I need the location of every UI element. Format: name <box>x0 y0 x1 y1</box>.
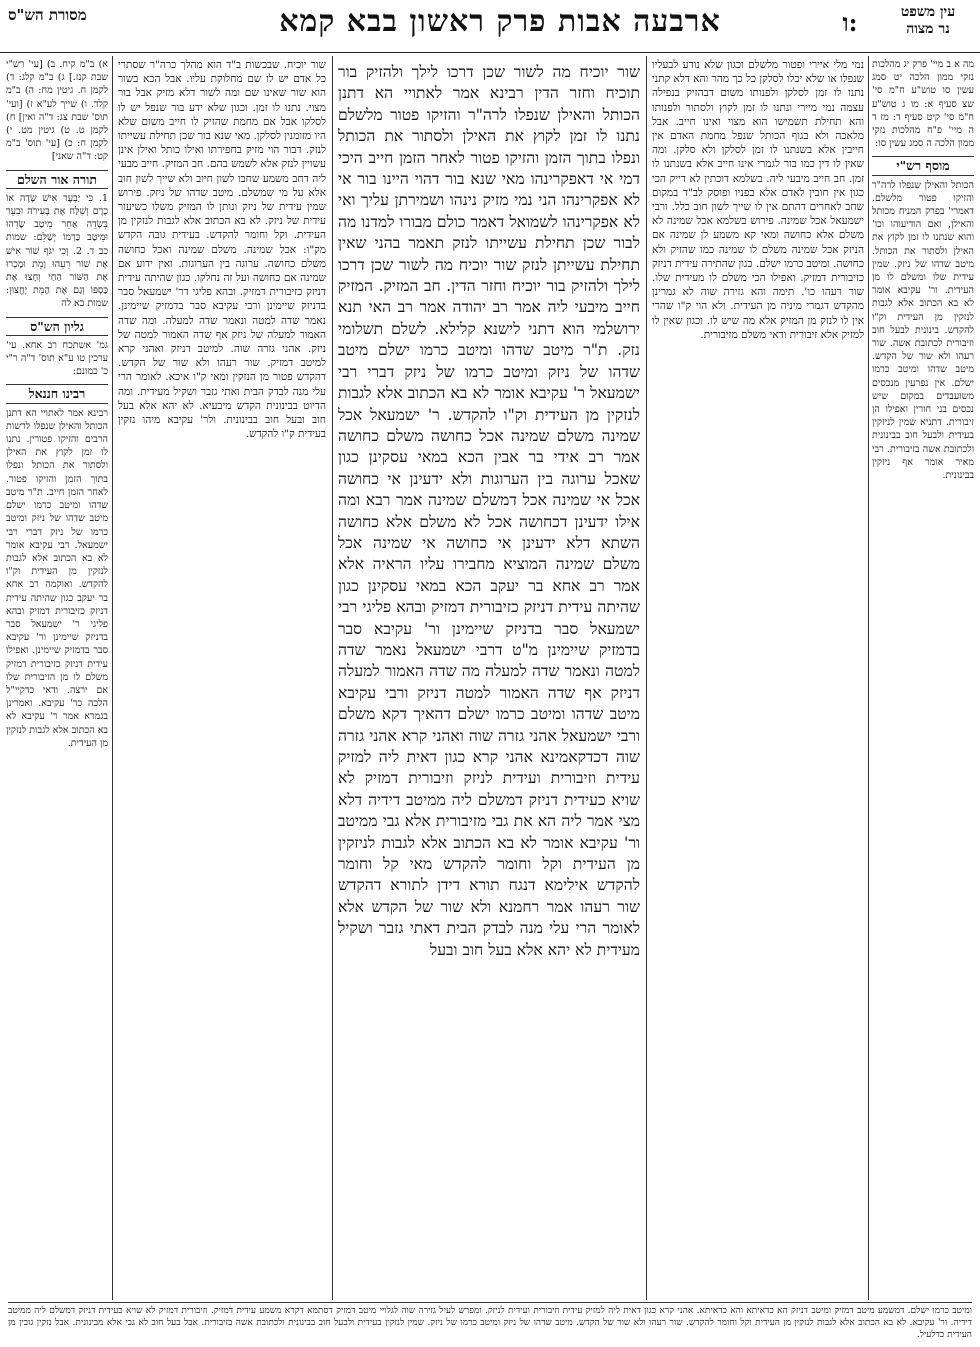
page-title: ארבעה אבות פרק ראשון בבא קמא <box>279 4 721 39</box>
torah-or-text: 1. כִּי יַבְעֶר אִישׁ שָׂדֶה אוֹ כֶרֶם וְשִׁלַּח אֶת בְּעִירֹה וּבִעֵר בִּשְׂדֵה אַחֵר מֵיטַב שָׂדֵהוּ וּמֵיטַב כַּרְמוֹ יְשַׁלֵּם: שמות כב ד. 2. וְכִי יִגֹּף שׁוֹר אִישׁ אֶת שׁוֹר רֵעֵהוּ וָמֵת וּמָכְרוּ אֶת הַשּׁוֹר הַחַי וְחָצוּ אֶת כַּסְפּוֹ וְגַם אֶת הַמֵּת יֶחֱצוּן: שמות כא לה <box>6 192 108 310</box>
footer-commentary <box>8 1302 972 1343</box>
left-margin-column <box>6 58 108 1298</box>
right-margin-column <box>872 58 974 1298</box>
gilyon-hashas-heading: גליון הש"ס <box>6 317 108 336</box>
tosafot-divider <box>112 56 113 1300</box>
page-header <box>0 0 980 53</box>
gilyon-hashas-text: גמ' אשתכח רב אחא. עי' ערכין טו ע"א תוס' ד"ה ר"י כ' כמונם: <box>6 339 108 378</box>
musaf-rashi-text: הכותל והאילן שנפלו לרה"ר והזיקו פטור מלשלם. דאמרי' בפרק המניח מכותל והאילן, ואם הודיעוהו וכו' והוא שנתנו לו זמן לקוץ את האילן ולסתור את הכותל. מיטב שדהו של ניזק. שמין עידית שלו ומשלם לו מן העידית. ור' עקיבא אומר לא בא הכתוב אלא לגבות לנזקין מן העידית וק"ו להקדש. בינונית לבעל חוב וזיבורית לכתובת אשה. שור רעהו ולא שור של הקדש. מיטב שדהו ומיטב כרמו ישלם. אין נפרעין מנכסים משועבדים במקום שיש נכסים בני חורין ואפילו הן זיבורית. דתניא שמין לניזקין בעידית ולבעל חוב בבינונית ולכתובת אשה בזיבורית. רבי מאיר אומר אף ניזקין בבינונית. <box>872 179 974 482</box>
rabbeinu-chananel-text: רבינא אמר לאתויי הא דתנן הכותל והאילן שנפלו לרשות הרבים והזיקו פטורין. נתנו לו זמן לקוץ את האילן ולסתור את הכותל ונפלו בתוך הזמן והזיקו פטור. לאחר הזמן חייב. ת"ר מיטב שדהו ומיטב כרמו ישלם מיטב שדהו של ניזק ומיטב כרמו של ניזק דברי רבי ישמעאל. רבי עקיבא אומר לא בא הכתוב אלא לגבות לנזקין מן העידית וק"ו להקדש. ואוקמה רב אחא בר יעקב כגון שהיתה עידית דניזק כזיבורית דמזיק ובהא פליגי ר' ישמעאל סבר בדניזק שיימינן ור' עקיבא סבר בדמזיק שיימינן. ואפילו עידית דניזק כזיבורית דמזיק משלם לו מן הזיבורית שלו אם ירצה. ודאי כדקיי"ל הלכה כר' עקיבא. ואמרינן בגמרא אמר ר' עקיבא לא בא הכתוב אלא לגבות לנזקין מן העידית. <box>6 407 108 749</box>
footer-text: ומיטב כרמו ישלם. דמשמע מיטב דמזיק ומיטב דניזק הא כדאיתא והא כדאיתא. אהני קרא כגון דאית ליה למזיק עידית וזיבורית ועידית לניזק. ומפרש לעיל גזירה שוה לגלויי מיטב דמזיק דסתמא דקרא משמע עידית דמזיק. וזיבורית דמזיק לא שויא כעידית דניזק דמשלם ליה ממיטב דידיה. ור' עקיבא. לא בא הכתוב אלא לגבות לנזקין מן העידית וקל וחומר להקדש. שור רעהו ולא שור של הקדש. מיטב שדהו של ניזק ומיטב כרמו של ניזק. שמין לנזקין בעידית ולבעל חוב בבינונית ולכתובת אשה בזיבורית. אבל בעל חוב לא גבי אלא מבינונית. אבל נזקין גובין מן העידית כדלעיל. <box>8 1306 972 1340</box>
torah-or-heading: תורה אור השלם <box>6 170 108 189</box>
gemara-text: שור יוכיח מה לשור שכן דרכו לילך ולהזיק בור תוכיח וחזר הדין רבינא אמר לאתויי הא דתנן הכותל והאילן שנפלו לרה"ר והזיקו פטור מלשלם נתנו לו זמן לקוץ את האילן ולסתור את הכותל ונפלו בתוך הזמן והזיקו פטור לאחר הזמן חייב היכי דמי אי דאפקרינהו מאי שנא בור דהוי היינו בור אי לא אפקרינהו הני נמי מזיק נינהו ושמירתן עליך ואי לא אפקרינהו לשמואל דאמר כולם מבורו למדנו מה לבור שכן תחילת עשייתו לנזק תאמר בהני שאין תחילת עשייתן לנזק שור יוכיח מה לשור שכן דרכו לילך ולהזיק בור יוכיח וחזר הדין. חב המזיק. המזיק חייב מיבעי ליה אמר רב יהודה אמר רב האי תנא ירושלמי הוא דתני לישנא קלילא. לשלם תשלומי נזק. ת"ר מיטב שדהו ומיטב כרמו ישלם מיטב שדהו של ניזק ומיטב כרמו של ניזק דברי רבי ישמעאל ר' עקיבא אומר לא בא הכתוב אלא לגבות לנזקין מן העידית וק"ו להקדש. ר' ישמעאל אכל שמינה משלם שמינה אכל כחושה משלם כחושה אמר רב אידי בר אבין הכא במאי עסקינן כגון שאכל ערוגה בין הערוגות ולא ידעינן אי כחושה אכל אי שמינה אכל דמשלם שמינה אמר רבא ומה אילו ידעינן דכחושה אכל לא משלם אלא כחושה השתא דלא ידעינן אי כחושה אי שמינה אכל משלם שמינה המוציא מחבירו עליו הראיה אלא אמר רב אחא בר יעקב הכא במאי עסקינן כגון שהיתה עידית דניזק כזיבורית דמזיק ובהא פליגי רבי ישמעאל סבר בדניזק שיימינן ור' עקיבא סבר בדמזיק שיימינן מ"ט דרבי ישמעאל נאמר שדה למטה ונאמר שדה למעלה מה שדה האמור למעלה דניזק אף שדה האמור למטה דניזק ורבי עקיבא מיטב שדהו ומיטב כרמו ישלם דהאיך דקא משלם ורבי ישמעאל אהני גזרה שוה ואהני קרא אהני גזרה שוה דכדקאמינא אהני קרא כגון דאית ליה למזיק עידית וזיבורית ועידית לניזק וזיבורית דמזיק לא שויא כעידית דניזק דמשלם ליה ממיטב דידיה דלא מצי אמר ליה הא את גבי מזיבורית אלא גבי ממיטב ור' עקיבא אומר לא בא הכתוב אלא לגבות לניזקין מן העידית וקל וחומר להקדש מאי קל וחומר להקדש אילימא דנגח תורא דידן לתורא דהקדש שור רעהו אמר רחמנא ולא שור של הקדש אלא לאומר הרי עלי מנה לבדק הבית דאתי גזבר ושקיל מעידית לא יהא אלא בעל חוב ובעל <box>338 63 640 959</box>
gemara-column <box>338 62 640 1298</box>
musaf-rashi-heading: מוסף רש"י <box>872 156 974 175</box>
page-number: ו: <box>842 8 858 37</box>
tosafot-text: שור יוכיח. שבכשות ב"ד הוא מהלך כרה"ר שסתרי כל אדם יש לו שם מחלוקת עליו. אבל הכא בשור הוא שור שאינו שם ומה לשור דלא מזיק אבל בור מצוי. נתנו לו זמן. וכגון שלא ידע בור שנפל יש לו לסלקו אבל אם מחמת שהזיק לו חייב משום שלא היו מזומנין לסלקן. מאי שנא בור שכן תחילת עשייתו לנזק. דבור הוי מזיק בחפירתו ואילו כותל ואילן אינן עשויין לנזק אלא לשמש בהם. חב המזיק. חייב מבעי ליה דחב משמע שחבו לשון חיוב ולא שייך לשון חוב אלא על מי שמשלם. מיטב שדהו של ניזק. פירוש שמין עידית של ניזק ונותן לו המזיק משלו כשיעור עידית של ניזק. לא בא הכתוב אלא לגבות לנזקין מן העידית. וקל וחומר להקדש. בעידית גובה הקדש מק"ו: אכל שמינה. משלם שמינה ואכל כחושה משלם כחושה. ערוגה בין הערוגות. ואין ידוע אם שמינה אם כחושה ועל זה נחלקו. כגון שהיתה עידית דניזק כזיבורית דמזיק. ובהא פליגי דר' ישמעאל סבר בדניזק שיימינן ורבי עקיבא סבר בדמזיק שיימינן. נאמר שדה למטה ונאמר שדה למעלה. ומה שדה האמור למעלה של ניזק אף שדה האמור למטה של ניזק. אהני גזרה שוה. למיטב דניזק ואהני קרא למיטב דמזיק. שור רעהו ולא שור של הקדש. דהקדש פטור מן הנזקין ומאי ק"ו איכא. לאומר הרי עלי מנה לבדק הבית ואתי גזבר ושקיל מעידית. ומה הדיוט בבינונית הקדש מיבעיא. לא יהא אלא בעל חוב ובעל חוב בבינונית. ולר' עקיבא מיהו נזקין בעידית ק"ו להקדש. <box>118 59 326 441</box>
gemara-divider <box>332 56 333 1300</box>
masoret-hashas-text: א) ב"מ קיח. ב) [עי' רש"י שבת קנז.] ג) ב"מ קלג: ד) לקמן ח. גיטין מח: ה) ב"מ קלד. ו) שייך לע"א ז) [ועי' תוס' שבת צג: ד"ה ואין] ח) לקמן ט. ט) גיטין מט. י) לקמן ח: כ) [עי' תוס' ב"מ קט: ד"ה שאני] <box>6 59 108 163</box>
tosafot-column <box>118 58 326 1298</box>
rashi-divider <box>646 56 647 1300</box>
right-margin-divider <box>868 56 869 1300</box>
rashi-column <box>652 58 864 1298</box>
rabbeinu-chananel-heading: רבינו חננאל <box>6 384 108 403</box>
ein-mishpat-text: מה א ב מיי' פרק יג מהלכות נזקי ממון הלכה יט סמג עשין סו טוש"ע ח"מ סי' שצ סעיף א: מו ג טוש"ע ח"מ סי' קיט סעיף ד: מז ד ה מיי' פ"ח מהלכות נזקי ממון הלכה ה סמג עשין סו: <box>872 59 974 150</box>
masoret-hashas-label: מסורת הש"ס <box>8 6 87 24</box>
ein-mishpat-label: עין משפט נר מצוה <box>900 4 956 37</box>
rashi-text: נמי מלי איירי ופטור מלשלם וכגון שלא נודע לבעליו שנפלו או שלא יכלו לסלקן כל כך מהר והא דלא קתני נתנו לו זמן לסלקן ולפנותו משום דבהזיק בנפילה עצמה נמי מיירי ונתנו לו זמן לקוץ ולסתור ולפנותו והא תחילת תשמישו הוא מצוי ואינו חייב. אבל מלאכה ולא בגוף הכותל שנפל מחמת האדם אין חייבין אלא בשנתנו לו זמן לסלקן ולא סלקן. ומה שאין לו דין כמו בור לגמרי אינו חייב אלא בשנתנו לו זמן. חב חייב מיבעי ליה. בשלמא דוכתין לא דייק הכי כגון אין חובין לאדם אלא בפניו ופוסק לב"ד במקום שחב לאחרים דהתם אין לו שייך לשון חוב כלל. ורבי ישמעאל אכל שמינה. פירוש בשלמא אכל שמינה לא משלם אלא כחושה ומאי קא משמע לן שמינה אם הניזק אכל שמינה משלם לו שמינה כמו שהזיק ולא כחושה. ומיטב כרמו ישלם. כגון שהתירה עידית דניזק כזיבורית דמזיק. ואפילו הכי משלם לו מעידית שלו. שור רעהו כו'. תימה והא גזירה שוה לא גמרינן מהקדש דגמרי מיניה מן העידית. ולא הוי ק"ו שהרי אין לו לנזק מן המזיק אלא מה שיש לו. וכגון שאין לו למזיק אלא זיבורית ודאי משלם מזיבורית. <box>652 59 864 341</box>
